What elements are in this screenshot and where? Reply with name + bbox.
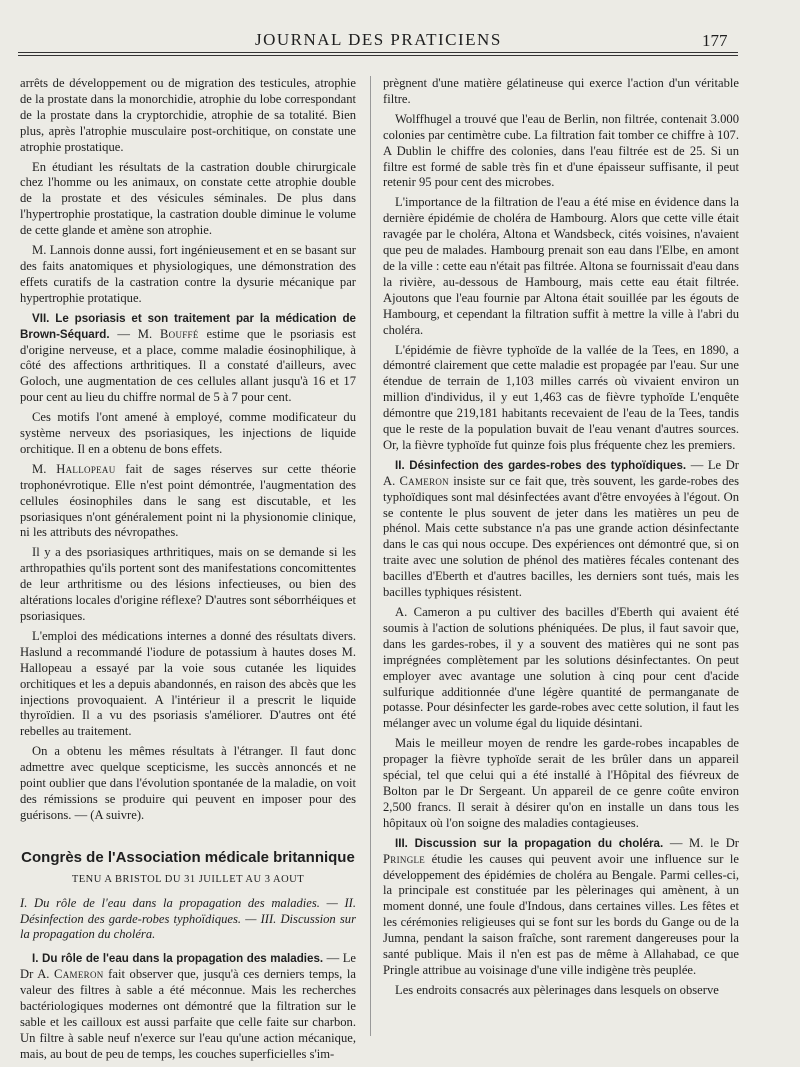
text-run: M. — [32, 461, 57, 476]
text-run: — M. le Dr — [663, 835, 739, 850]
paragraph-hallopeau — [20, 462, 356, 542]
column-divider — [370, 76, 371, 1036]
section-heading: I. Du rôle de l'eau dans la propagation des maladies. — [32, 952, 324, 966]
text-run: — M. — [109, 326, 160, 341]
paragraph: Wolffhugel a trouvé que l'eau de Berlin, non filtrée, contenait 3.000 colonies par centimètre cube. La filtration fait tomber ce chiffre à 107. A Dublin le chiffre des colonies, dans l'eau filtrée est de 25. Si un filtre est formé de sable très fin et d'une épaisseur suffisante, il peut retenir 95 pour cent des microbes. — [383, 111, 739, 190]
paragraph: M. Lannois donne aussi, fort ingénieusement et en se basant sur des faits anatomiques et physiologiques, une démonstration des effets curatifs de la castration contre la dysurie mécanique par hypertrophie protatique. — [20, 243, 356, 305]
page-number: 177 — [702, 31, 728, 50]
text-run: fait observer que, jusqu'à ces derniers temps, la valeur des filtres à sable a été méconnue. Mais les recherches bactériologiques modernes ont démontré que la filtration sur le sable et les cailloux est aussi parfaite que celle faite sur charbon. Un filtre à sable neuf n'exerce sur l'eau qu'une action mécanique, mais, au bout de peu de temps, les couches superficielles s'im- — [20, 967, 356, 1061]
paragraph: prègnent d'une matière gélatineuse qui exerce l'action d'un véritable filtre. — [383, 76, 739, 106]
section-heading: II. Désinfection des gardes-robes des typhoïdiques. — [395, 458, 687, 472]
text-run: étudie les causes qui peuvent avoir une influence sur le développement des épidémies de choléra au Bengale. Parmi celles-ci, la principale est constituée par les pèlerinages qui amènent, à un moment donné, une foule d'Indous, dans certaines villes. Les fêtes et les cérémonies religieuses qui se font sur les bords du Gange ou de la Jumna, pendant la saison fraîche, sont rarement dangereuses pour la santé publique. Mais il n'en est pas de même à Allahabad, ce que Pringle attribue au voisinage d'une ville indigène très peuplée. — [383, 851, 739, 977]
header-rule — [18, 52, 738, 56]
section-vii — [20, 311, 356, 406]
text-run: estime que le psoriasis est d'origine nerveuse, et a place, comme maladie éosinophilique, à côté des affections arthritiques. Il a constaté d'ailleurs, avec Goloch, une augmentation de ces cellules allant jusqu'à 16 et 17 pour cent au lieu du chiffre normal de 5 à 7 pour cent. — [20, 326, 356, 405]
section-i — [20, 951, 356, 1062]
page-header — [0, 30, 800, 56]
author-name: Cameron — [54, 967, 104, 982]
paragraph: On a obtenu les mêmes résultats à l'étranger. Il faut donc admettre avec quelque scepticisme, les succès annoncés et ne point oublier que dans l'évolution spontanée de la maladie, on voit des rémissions se produire qui peuvent en imposer pour des guérisons. — (A suivre). — [20, 744, 356, 822]
text-run: — Le Dr A. — [383, 457, 739, 488]
section-iii — [383, 836, 739, 979]
paragraph: Mais le meilleur moyen de rendre les garde-robes incapables de propager la fièvre typhoïde serait de les brûler dans un appareil spécial, tel que celui qui a été installé à l'Hôpital des fiévreux de Bolton par le Dr Sergeant. Un appareil de ce genre coûte environ 2,500 francs. Il serait à désirer qu'on en installe un dans tous les hôpitaux où l'on soigne des maladies contagieuses. — [383, 736, 739, 830]
paragraph: L'emploi des médications internes a donné des résultats divers. Haslund a recommandé l'iodure de potassium à hautes doses M. Hallopeau a essayé par la voie sous cutanée les liquides orchitiques et les a depuis abandonnés, en raison des abcès que les injections provoquaient. A l'intérieur il a prescrit le liquide thyroïdien. Il a vu des psoriasis s'améliorer. D'autres ont été rebelles au traitement. — [20, 628, 356, 739]
text-run: insiste sur ce fait que, très souvent, les garde-robes des typhoïdiques sont mal désinfectées avant d'être envoyées à l'égout. On se contente le plus souvent de jeter dans les matières un peu de phénol. Mais cette substance n'a pas une grande action désinfectante dans le cas qui nous occupe. Des expériences ont démontré que, si on traite avec une solution de phénol des matières fécales contenant des bacilles d'Eberth et d'autres bacilles, les derniers sont tués, mais les bacilles typhiques résistent. — [383, 473, 739, 600]
text-run: fait de sages réserves sur cette théorie trophonévrotique. Elle n'est point démontrée, l'augmentation des cellules éosinophiles dans le sang est discutable, et les psoriasiques n'ont généralement point ni la physionomie clinique, ni les attributs des névropathes. — [20, 461, 356, 540]
paragraph: L'épidémie de fièvre typhoïde de la vallée de la Tees, en 1890, a démontré clairement que cette maladie est propagée par l'eau. Sur une étendue de terrain de 1,103 milles carrés où vivaient environ un million d'individus, il y eut 1,463 cas de fièvre typhoïde L'enquête démontre que 219,181 habitants recevaient de l'eau de la Tees, tandis que le reste de la population buvait de l'eau venant d'autres sources. Or, la fièvre typhoïde fut quinze fois plus fréquente chez les premiers. — [383, 342, 739, 452]
paragraph: L'importance de la filtration de l'eau a été mise en évidence dans la dernière épidémie de choléra de Hambourg. Alors que cette ville était ravagée par le choléra, Altona et Wandsbeck, cités voisines, n'avaient que peu de malades. Hambourg prenait son eau dans l'Elbe, en amont de la ville : cette eau n'était pas filtrée. Altona se fournissait d'eau dans la rivière, au-dessous de Hambourg, mais cette eau était filtrée. Ajoutons que l'eau fournie par Altona était souillée par les égouts de Hambourg, et cependant la filtration suffit à mettre la ville à l'abri du choléra. — [383, 195, 739, 337]
section-heading: III. Discussion sur la propagation du choléra. — [395, 836, 664, 850]
congress-title: Congrès de l'Association médicale britannique — [21, 848, 355, 866]
right-column — [383, 76, 739, 1003]
congress-summary: I. Du rôle de l'eau dans la propagation des maladies. — II. Désinfection des garde-robes typhoïdiques. — III. Discussion sur la propagation du choléra. — [20, 895, 356, 942]
running-title: JOURNAL DES PRATICIENS — [255, 30, 502, 49]
text-run: — Le Dr A. — [20, 951, 356, 982]
paragraph: Il y a des psoriasiques arthritiques, mais on se demande si les arthropathies qu'ils portent sont des manifestations concomittentes de leur arthritisme ou des lésions infectieuses, ou bien des altérations locales d'origine réflexe? D'autres sont séborrhéiques et psoriasiques. — [20, 545, 356, 623]
paragraph: Les endroits consacrés aux pèlerinages dans lesquels on observe — [395, 982, 719, 997]
author-name: Cameron — [399, 473, 449, 488]
author-name: Hallopeau — [56, 461, 116, 476]
paragraph: En étudiant les résultats de la castration double chirurgicale chez l'homme ou les animaux, on constate cette atrophie double de la prostate et des vésicules séminales. De plus dans l'hypertrophie prostatique, la castration double diminue le volume de cette glande et amène son atrophie. — [20, 159, 356, 238]
author-name: Bouffé — [159, 326, 199, 341]
paragraph: Ces motifs l'ont amené à employé, comme modificateur du système nerveux des psoriasiques, les injections de liquide orchitique. Il en a obtenu de bons effets. — [20, 410, 356, 456]
left-column — [20, 76, 356, 1067]
paragraph: arrêts de développement ou de migration des testicules, atrophie de la prostate dans la monorchidie, atrophie du lobe correspondant de la prostate dans la cryptorchidie, atrophie de sa totalité. Bien plus, après l'atrophie musculaire post-orchitique, on constate une atrophie prostatique. — [20, 76, 356, 154]
paragraph: A. Cameron a pu cultiver des bacilles d'Eberth qui avaient été soumis à l'action de solutions phéniquées. De plus, il faut savoir que, dans les gardes-robes, il y a souvent des matières qui ne sont pas imprégnées complètement par les solutions désinfectantes. On peut employer avec avantage une solution à cinq pour cent d'acide sulfurique additionnée d'une légère quantité de permanganate de potasse. Pour désinfecter les garde-robes avec cette solution, il faut les mélanger avec un volume égal du liquide désintani. — [383, 605, 739, 731]
section-heading: VII. Le psoriasis et son traitement par la médication de Brown-Séquard. — [20, 311, 356, 341]
congress-subtitle: TENU A BRISTOL DU 31 JUILLET AU 3 AOUT — [71, 873, 305, 885]
author-name: Pringle — [383, 851, 426, 866]
section-ii — [383, 458, 739, 601]
